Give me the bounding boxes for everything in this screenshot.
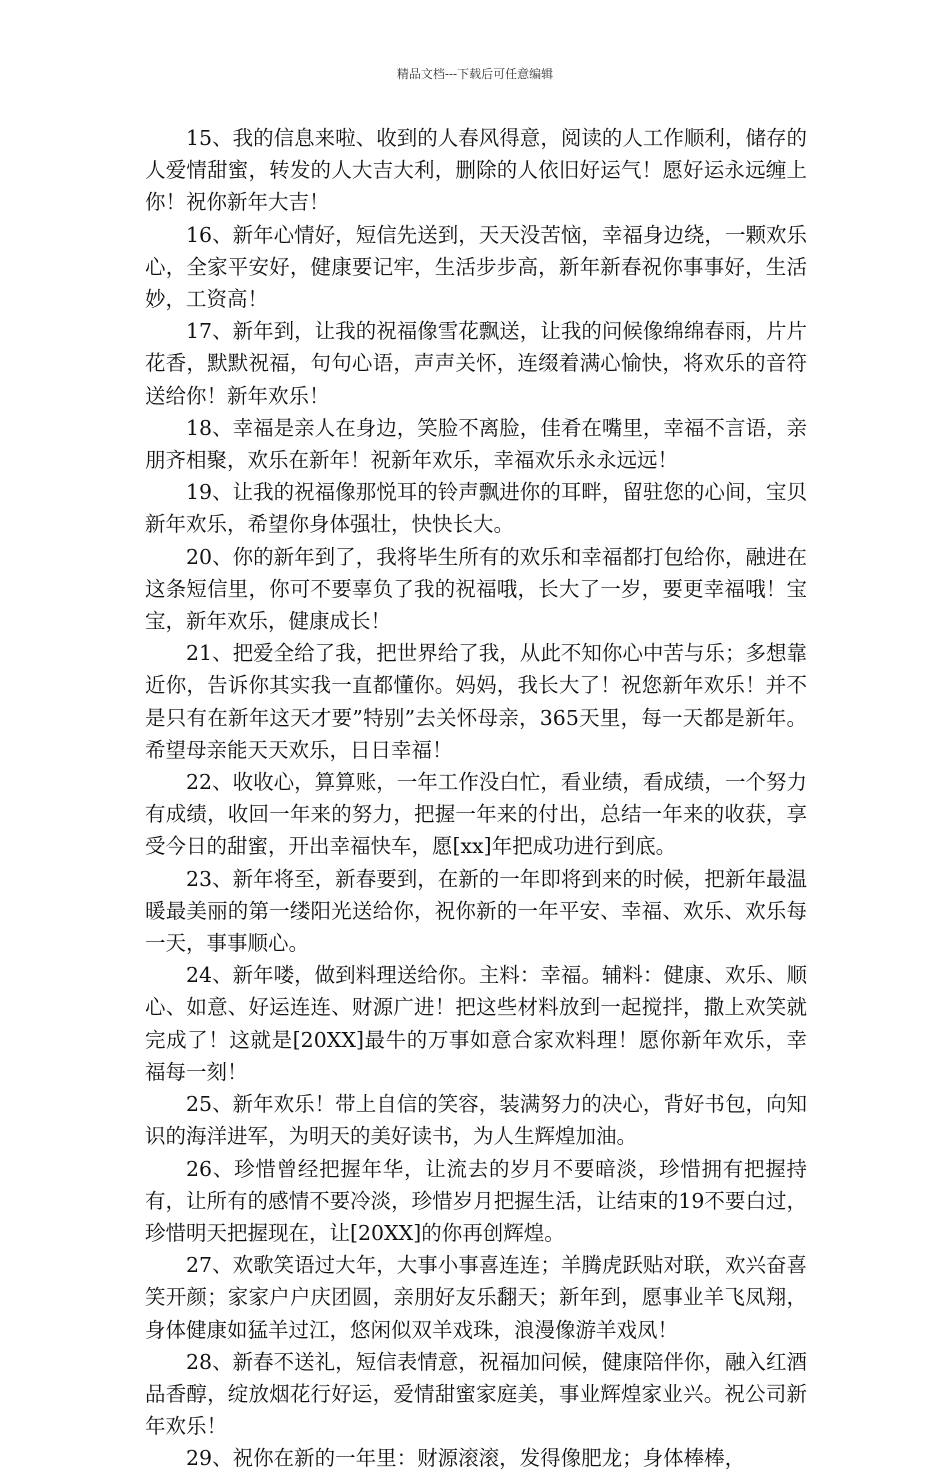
paragraph-18: 18、幸福是亲人在身边，笑脸不离脸，佳肴在嘴里，幸福不言语，亲朋齐相聚，欢乐在新年！祝新年欢乐，幸福欢乐永永远远！ xyxy=(145,415,807,473)
paragraph-22: 22、收收心，算算账，一年工作没白忙，看业绩，看成绩，一个努力有成绩，收回一年来的努力，把握一年来的付出，总结一年来的收获，享受今日的甜蜜，开出幸福快车，愿[xx]年把成功进行到底。 xyxy=(145,770,807,859)
paragraph-15: 15、我的信息来啦、收到的人春风得意，阅读的人工作顺利，储存的人爱情甜蜜，转发的人大吉大利，删除的人依旧好运气！愿好运永远缠上你！祝你新年大吉！ xyxy=(145,126,807,215)
paragraph-29: 29、祝你在新的一年里：财源滚滚，发得像肥龙；身体棒棒， xyxy=(186,1446,746,1471)
paragraph-23: 23、新年将至，新春要到，在新的一年即将到来的时候，把新年最温暖最美丽的第一缕阳光送给你，祝你新的一年平安、幸福、欢乐、欢乐每一天，事事顺心。 xyxy=(145,866,807,956)
paragraph-17: 17、新年到，让我的祝福像雪花飘送，让我的问候像绵绵春雨，片片花香，默默祝福，句句心语，声声关怀，连缀着满心愉快，将欢乐的音符送给你！新年欢乐！ xyxy=(145,319,807,408)
paragraph-24: 24、新年喽，做到料理送给你。主料：幸福。辅料：健康、欢乐、顺心、如意、好运连连、财源广进！把这些材料放到一起搅拌，撒上欢笑就完成了！这就是[20XX]最牛的万事如意合家欢料理！愿你新年欢乐，幸福每一刻！ xyxy=(145,963,807,1084)
paragraph-26: 26、珍惜曾经把握年华，让流去的岁月不要暗淡，珍惜拥有把握持有，让所有的感情不要冷淡，珍惜岁月把握生活，让结束的19不要白过，珍惜明天把握现在，让[20XX]的你再创辉煌。 xyxy=(145,1156,807,1245)
paragraph-19: 19、让我的祝福像那悦耳的铃声飘进你的耳畔，留驻您的心间，宝贝新年欢乐，希望你身体强壮，快快长大。 xyxy=(145,480,807,537)
paragraph-28: 28、新春不送礼，短信表情意，祝福加问候，健康陪伴你，融入红酒品香醇，绽放烟花行好运，爱情甜蜜家庭美，事业辉煌家业兴。祝公司新年欢乐！ xyxy=(145,1349,807,1439)
paragraph-25: 25、新年欢乐！带上自信的笑容，装满努力的决心，背好书包，向知识的海洋进军，为明天的美好读书，为人生辉煌加油。 xyxy=(145,1092,807,1149)
page-header: 精品文档---下载后可任意编辑 xyxy=(396,67,554,81)
paragraph-20: 20、你的新年到了，我将毕生所有的欢乐和幸福都打包给你，融进在这条短信里，你可不要辜负了我的祝福哦，长大了一岁，要更幸福哦！宝宝，新年欢乐，健康成长！ xyxy=(145,544,807,634)
document-body xyxy=(145,122,807,1475)
paragraph-27: 27、欢歌笑语过大年，大事小事喜连连；羊腾虎跃贴对联，欢兴奋喜笑开颜；家家户户庆团圆，亲朋好友乐翻天；新年到，愿事业羊飞凤翔，身体健康如猛羊过江，悠闲似双羊戏珠，浪漫像游羊戏凤！ xyxy=(145,1253,807,1342)
paragraph-16: 16、新年心情好，短信先送到，天天没苦恼，幸福身边绕，一颗欢乐心，全家平安好，健康要记牢，生活步步高，新年新春祝你事事好，生活妙，工资高！ xyxy=(145,222,807,312)
paragraph-21: 21、把爱全给了我，把世界给了我，从此不知你心中苦与乐；多想靠近你，告诉你其实我一直都懂你。妈妈，我长大了！祝您新年欢乐！并不是只有在新年这天才要”特别”去关怀母亲，365天里，每一天都是新年。希望母亲能天天欢乐，日日幸福！ xyxy=(145,641,807,762)
